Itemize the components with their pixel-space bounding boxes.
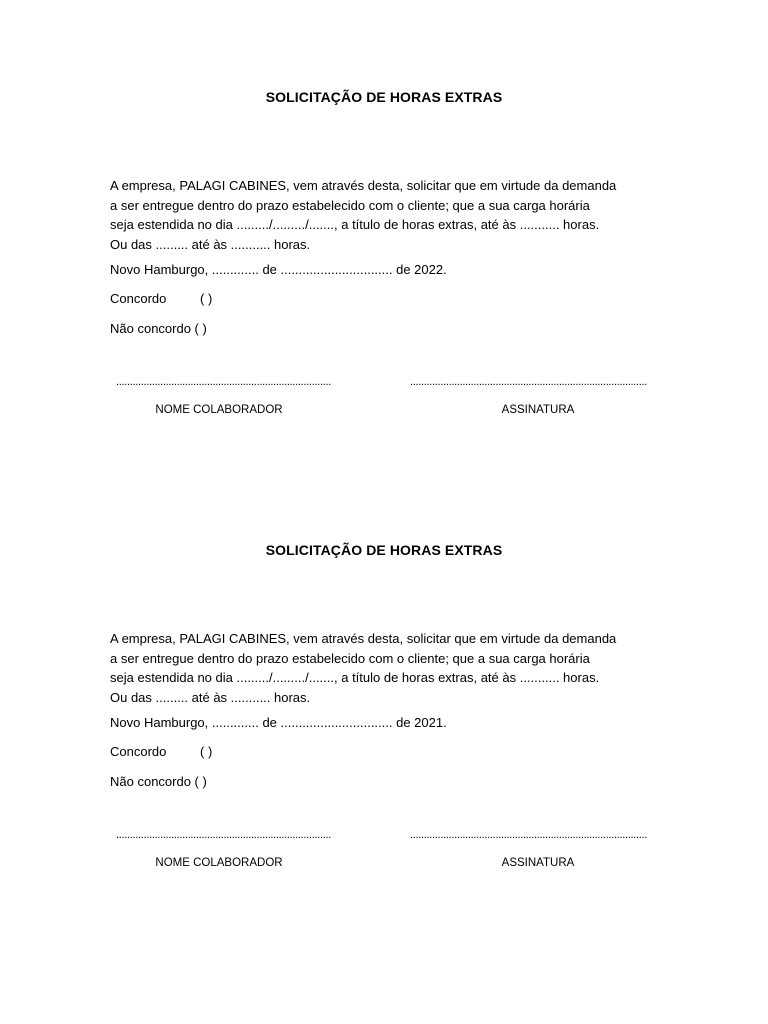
paragraph-line: a ser entregue dentro do prazo estabelecido com o cliente; que a sua carga horária <box>110 650 590 666</box>
signature-line: ...................................................................................... <box>410 829 648 841</box>
agree-label: Concordo <box>110 744 167 759</box>
request-paragraph <box>110 176 670 254</box>
paragraph-line: seja estendida no dia ........./........./......., a título de horas extras, até às ........... horas. <box>110 670 600 685</box>
signature-line: ...................................................................................... <box>410 376 648 388</box>
agree-checkbox: ( ) <box>200 291 213 306</box>
employee-name-label: NOME COLABORADOR <box>155 857 283 869</box>
overtime-request-form-2 <box>0 453 768 873</box>
disagree-option: Não concordo ( ) <box>110 321 207 336</box>
agree-option <box>110 744 212 759</box>
paragraph-line: Ou das ......... até às ........... horas. <box>110 689 311 705</box>
paragraph-line: Ou das ......... até às ........... horas. <box>110 236 311 252</box>
form-title: SOLICITAÇÃO DE HORAS EXTRAS <box>265 542 503 558</box>
place-date-line: Novo Hamburgo, ............. de ............................... de 2022. <box>110 262 447 277</box>
paragraph-line: A empresa, PALAGI CABINES, vem através desta, solicitar que em virtude da demanda <box>110 178 617 193</box>
agree-checkbox: ( ) <box>200 744 213 759</box>
signature-label: ASSINATURA <box>501 857 575 869</box>
paragraph-line: a ser entregue dentro do prazo estabelecido com o cliente; que a sua carga horária <box>110 197 590 213</box>
place-date-line: Novo Hamburgo, ............. de ............................... de 2021. <box>110 715 447 730</box>
paragraph-line: A empresa, PALAGI CABINES, vem através desta, solicitar que em virtude da demanda <box>110 631 617 646</box>
request-paragraph <box>110 629 670 707</box>
overtime-request-form-1 <box>0 0 768 420</box>
agree-option <box>110 291 212 306</box>
name-signature-line: .............................................................................. <box>116 376 331 388</box>
name-signature-line: .............................................................................. <box>116 829 331 841</box>
paragraph-line: seja estendida no dia ........./........./......., a título de horas extras, até às ........... horas. <box>110 217 600 232</box>
form-title: SOLICITAÇÃO DE HORAS EXTRAS <box>265 89 503 105</box>
employee-name-label: NOME COLABORADOR <box>155 404 283 416</box>
signature-label: ASSINATURA <box>501 404 575 416</box>
disagree-option: Não concordo ( ) <box>110 774 207 789</box>
agree-label: Concordo <box>110 291 167 306</box>
